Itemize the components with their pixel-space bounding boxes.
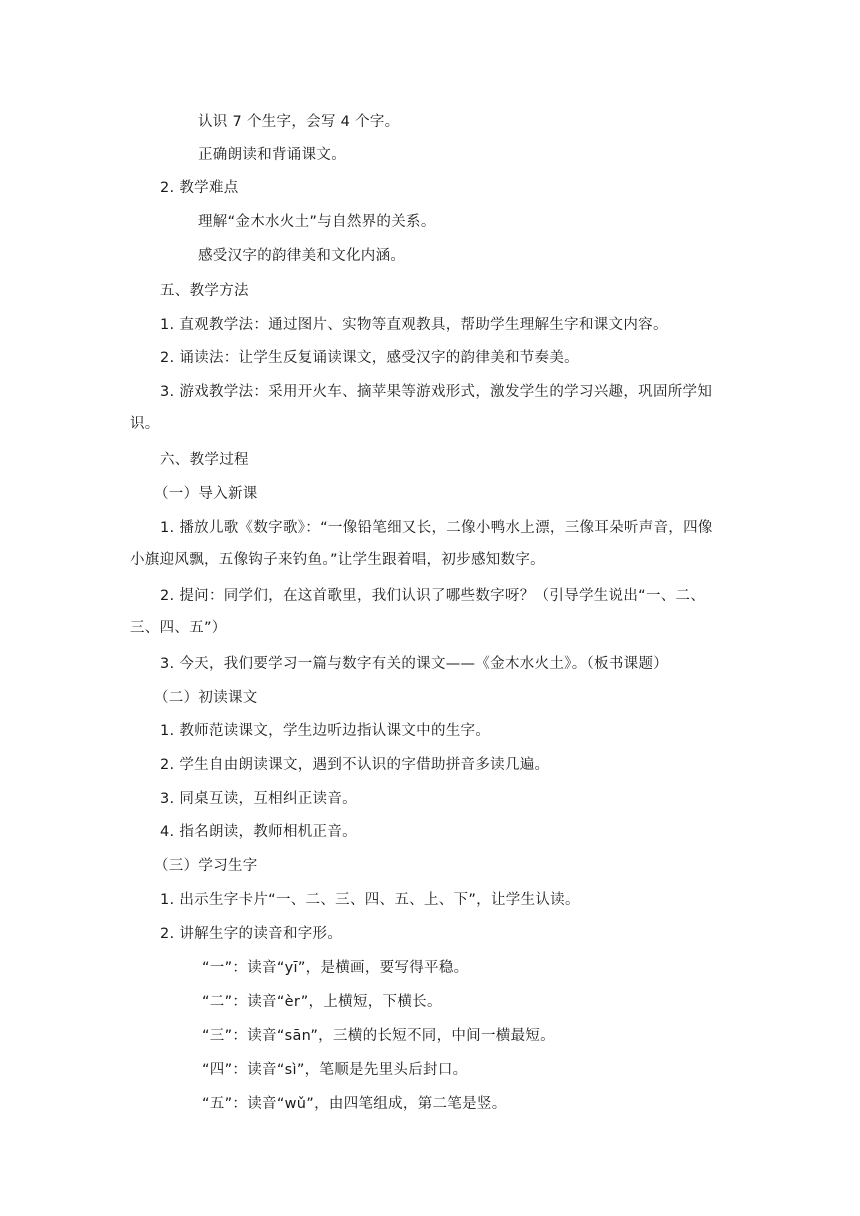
- text-line: “一”：读音“yī”，是横画，要写得平稳。: [202, 960, 469, 976]
- subsection-heading: （三）学习生字: [154, 858, 258, 874]
- text-line: “四”：读音“sì”，笔顺是先里头后封口。: [202, 1062, 468, 1078]
- text-line: 2. 讲解生字的读音和字形。: [160, 926, 343, 942]
- section-heading: 六、教学过程: [160, 452, 249, 468]
- text-line: 4. 指名朗读，教师相机正音。: [160, 824, 357, 840]
- text-line: “二”：读音“èr”，上横短，下横长。: [202, 994, 442, 1010]
- text-line: 1. 直观教学法：通过图片、实物等直观教具，帮助学生理解生字和课文内容。: [160, 317, 668, 333]
- text-line: 1. 播放儿歌《数字歌》：“一像铅笔细又长，二像小鸭水上漂，三像耳朵听声音，四像: [160, 520, 713, 536]
- text-line: “三”：读音“sān”，三横的长短不同，中间一横最短。: [202, 1028, 555, 1044]
- subsection-heading: （一）导入新课: [154, 486, 258, 502]
- text-line: 1. 教师范读课文，学生边听边指认课文中的生字。: [160, 723, 491, 739]
- subsection-heading: （二）初读课文: [154, 690, 258, 706]
- text-line: 2. 提问：同学们，在这首歌里，我们认识了哪些数字呀？（引导学生说出“一、二、: [160, 588, 706, 604]
- subheading: 2. 教学难点: [160, 180, 239, 196]
- text-line: “五”：读音“wǔ”，由四笔组成，第二笔是竖。: [202, 1096, 507, 1112]
- text-line: 三、四、五”）: [130, 620, 227, 636]
- section-heading: 五、教学方法: [160, 283, 249, 299]
- text-line: 2. 学生自由朗读课文，遇到不认识的字借助拼音多读几遍。: [160, 757, 550, 773]
- text-line: 1. 出示生字卡片“一、二、三、四、五、上、下”，让学生认读。: [160, 892, 580, 908]
- text-line: 识。: [130, 416, 160, 432]
- text-line: 3. 游戏教学法：采用开火车、摘苹果等游戏形式，激发学生的学习兴趣，巩固所学知: [160, 384, 713, 400]
- text-line: 2. 诵读法：让学生反复诵读课文，感受汉字的韵律美和节奏美。: [160, 350, 579, 366]
- text-line: 正确朗读和背诵课文。: [198, 147, 346, 163]
- text-line: 3. 同桌互读，互相纠正读音。: [160, 791, 357, 807]
- text-line: 理解“金木水火土”与自然界的关系。: [198, 214, 436, 230]
- text-line: 感受汉字的韵律美和文化内涵。: [198, 248, 406, 264]
- text-line: 3. 今天，我们要学习一篇与数字有关的课文——《金木水火土》。（板书课题）: [160, 656, 669, 672]
- text-line: 认识 7 个生字，会写 4 个字。: [198, 114, 400, 130]
- text-line: 小旗迎风飘，五像钩子来钓鱼。”让学生跟着唱，初步感知数字。: [130, 552, 545, 568]
